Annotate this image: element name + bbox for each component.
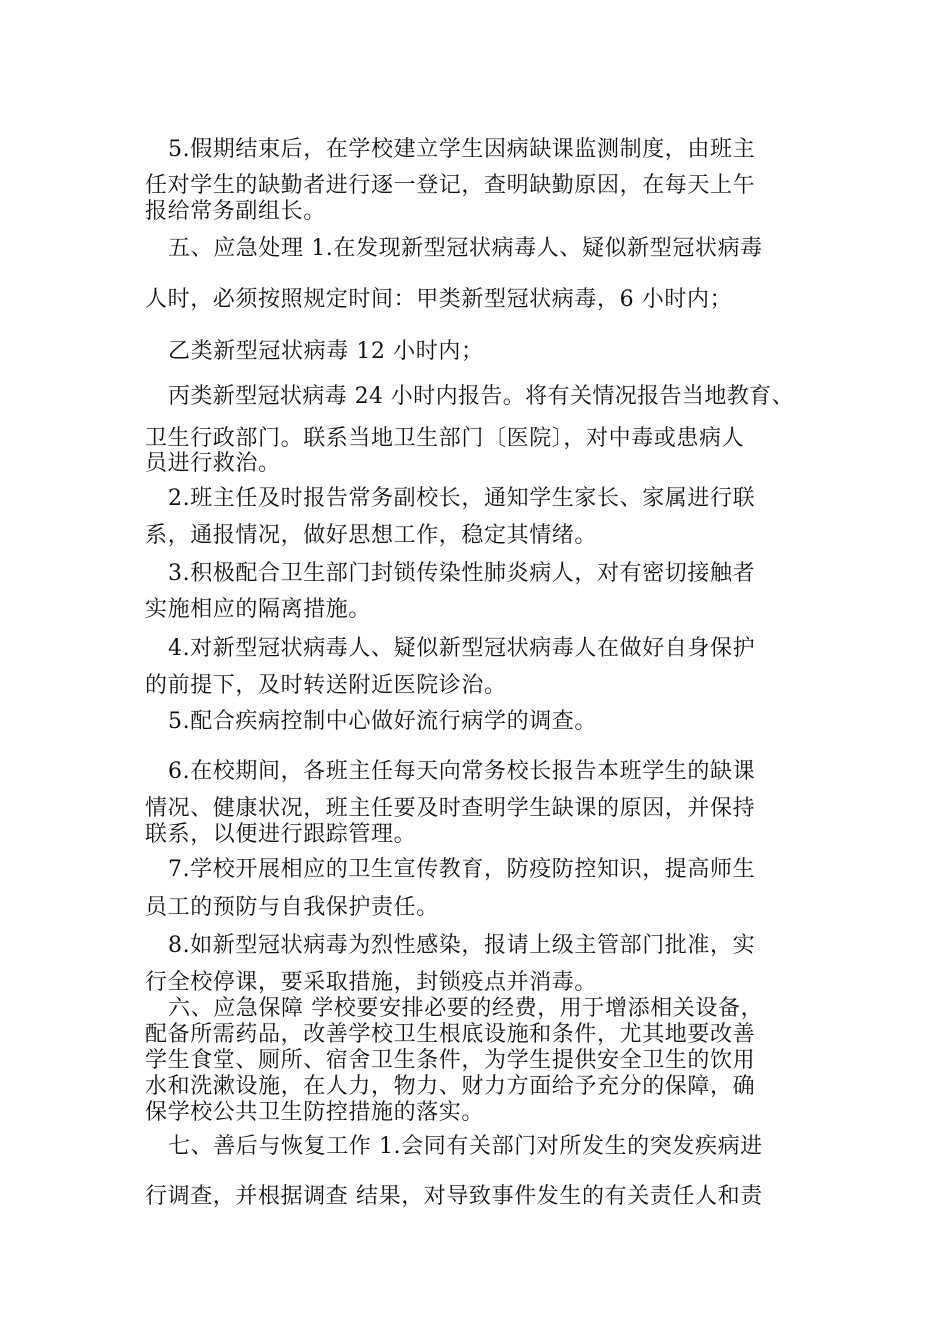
- text-line: 系，通报情况，做好思想工作，稳定其情绪。: [145, 523, 598, 548]
- text-line: 实施相应的隔离措施。: [145, 597, 372, 622]
- text-line: 8.如新型冠状病毒为烈性感染，报请上级主管部门批准，实: [168, 933, 756, 958]
- text-line: 五、应急处理 1.在发现新型冠状病毒人、疑似新型冠状病毒: [168, 236, 763, 261]
- text-line: 5.配合疾病控制中心做好流行病学的调查。: [168, 709, 597, 734]
- text-line: 任对学生的缺勤者进行逐一登记，查明缺勤原因，在每天上午: [145, 173, 756, 198]
- text-line: 员工的预防与自我保护责任。: [145, 895, 439, 920]
- text-line: 员进行救治。: [145, 451, 281, 476]
- text-line: 7.学校开展相应的卫生宣传教育，防疫防控知识，提高师生: [168, 857, 756, 882]
- text-line: 4.对新型冠状病毒人、疑似新型冠状病毒人在做好自身保护: [168, 636, 756, 661]
- text-line: 保学校公共卫生防控措施的落实。: [145, 1100, 485, 1125]
- text-line: 报给常务副组长。: [145, 199, 326, 224]
- text-line: 学生食堂、厕所、宿舍卫生条件，为学生提供安全卫生的饮用: [145, 1048, 756, 1073]
- text-line: 卫生行政部门。联系当地卫生部门〔医院〕，对中毒或患病人: [145, 426, 745, 451]
- text-line: 乙类新型冠状病毒 12 小时内；: [168, 339, 484, 364]
- text-line: 人时，必须按照规定时间：甲类新型冠状病毒，6 小时内；: [145, 287, 733, 312]
- text-line: 七、善后与恢复工作 1.会同有关部门对所发生的突发疾病进: [168, 1134, 763, 1159]
- text-line: 配备所需药品，改善学校卫生根底设施和条件，尤其地要改善: [145, 1022, 756, 1047]
- text-line: 联系，以便进行跟踪管理。: [145, 822, 417, 847]
- text-line: 六、应急保障 学校要安排必要的经费，用于增添相关设备，: [168, 996, 764, 1021]
- text-line: 丙类新型冠状病毒 24 小时内报告。将有关情况报告当地教育、: [168, 384, 794, 409]
- text-line: 5.假期结束后，在学校建立学生因病缺课监测制度，由班主: [168, 137, 756, 162]
- text-line: 水和洗漱设施，在人力，物力、财力方面给予充分的保障，确: [145, 1074, 756, 1099]
- text-line: 2.班主任及时报告常务副校长，通知学生家长、家属进行联: [168, 486, 756, 511]
- text-line: 行调查，并根据调查 结果，对导致事件发生的有关责任人和责: [145, 1184, 763, 1209]
- text-line: 的前提下，及时转送附近医院诊治。: [145, 673, 507, 698]
- text-line: 情况、健康状况，班主任要及时查明学生缺课的原因，并保持: [145, 796, 756, 821]
- text-line: 3.积极配合卫生部门封锁传染性肺炎病人，对有密切接触者: [168, 561, 756, 586]
- text-line: 6.在校期间，各班主任每天向常务校长报告本班学生的缺课: [168, 759, 756, 784]
- text-line: 行全校停课，要采取措施，封锁疫点并消毒。: [145, 970, 598, 995]
